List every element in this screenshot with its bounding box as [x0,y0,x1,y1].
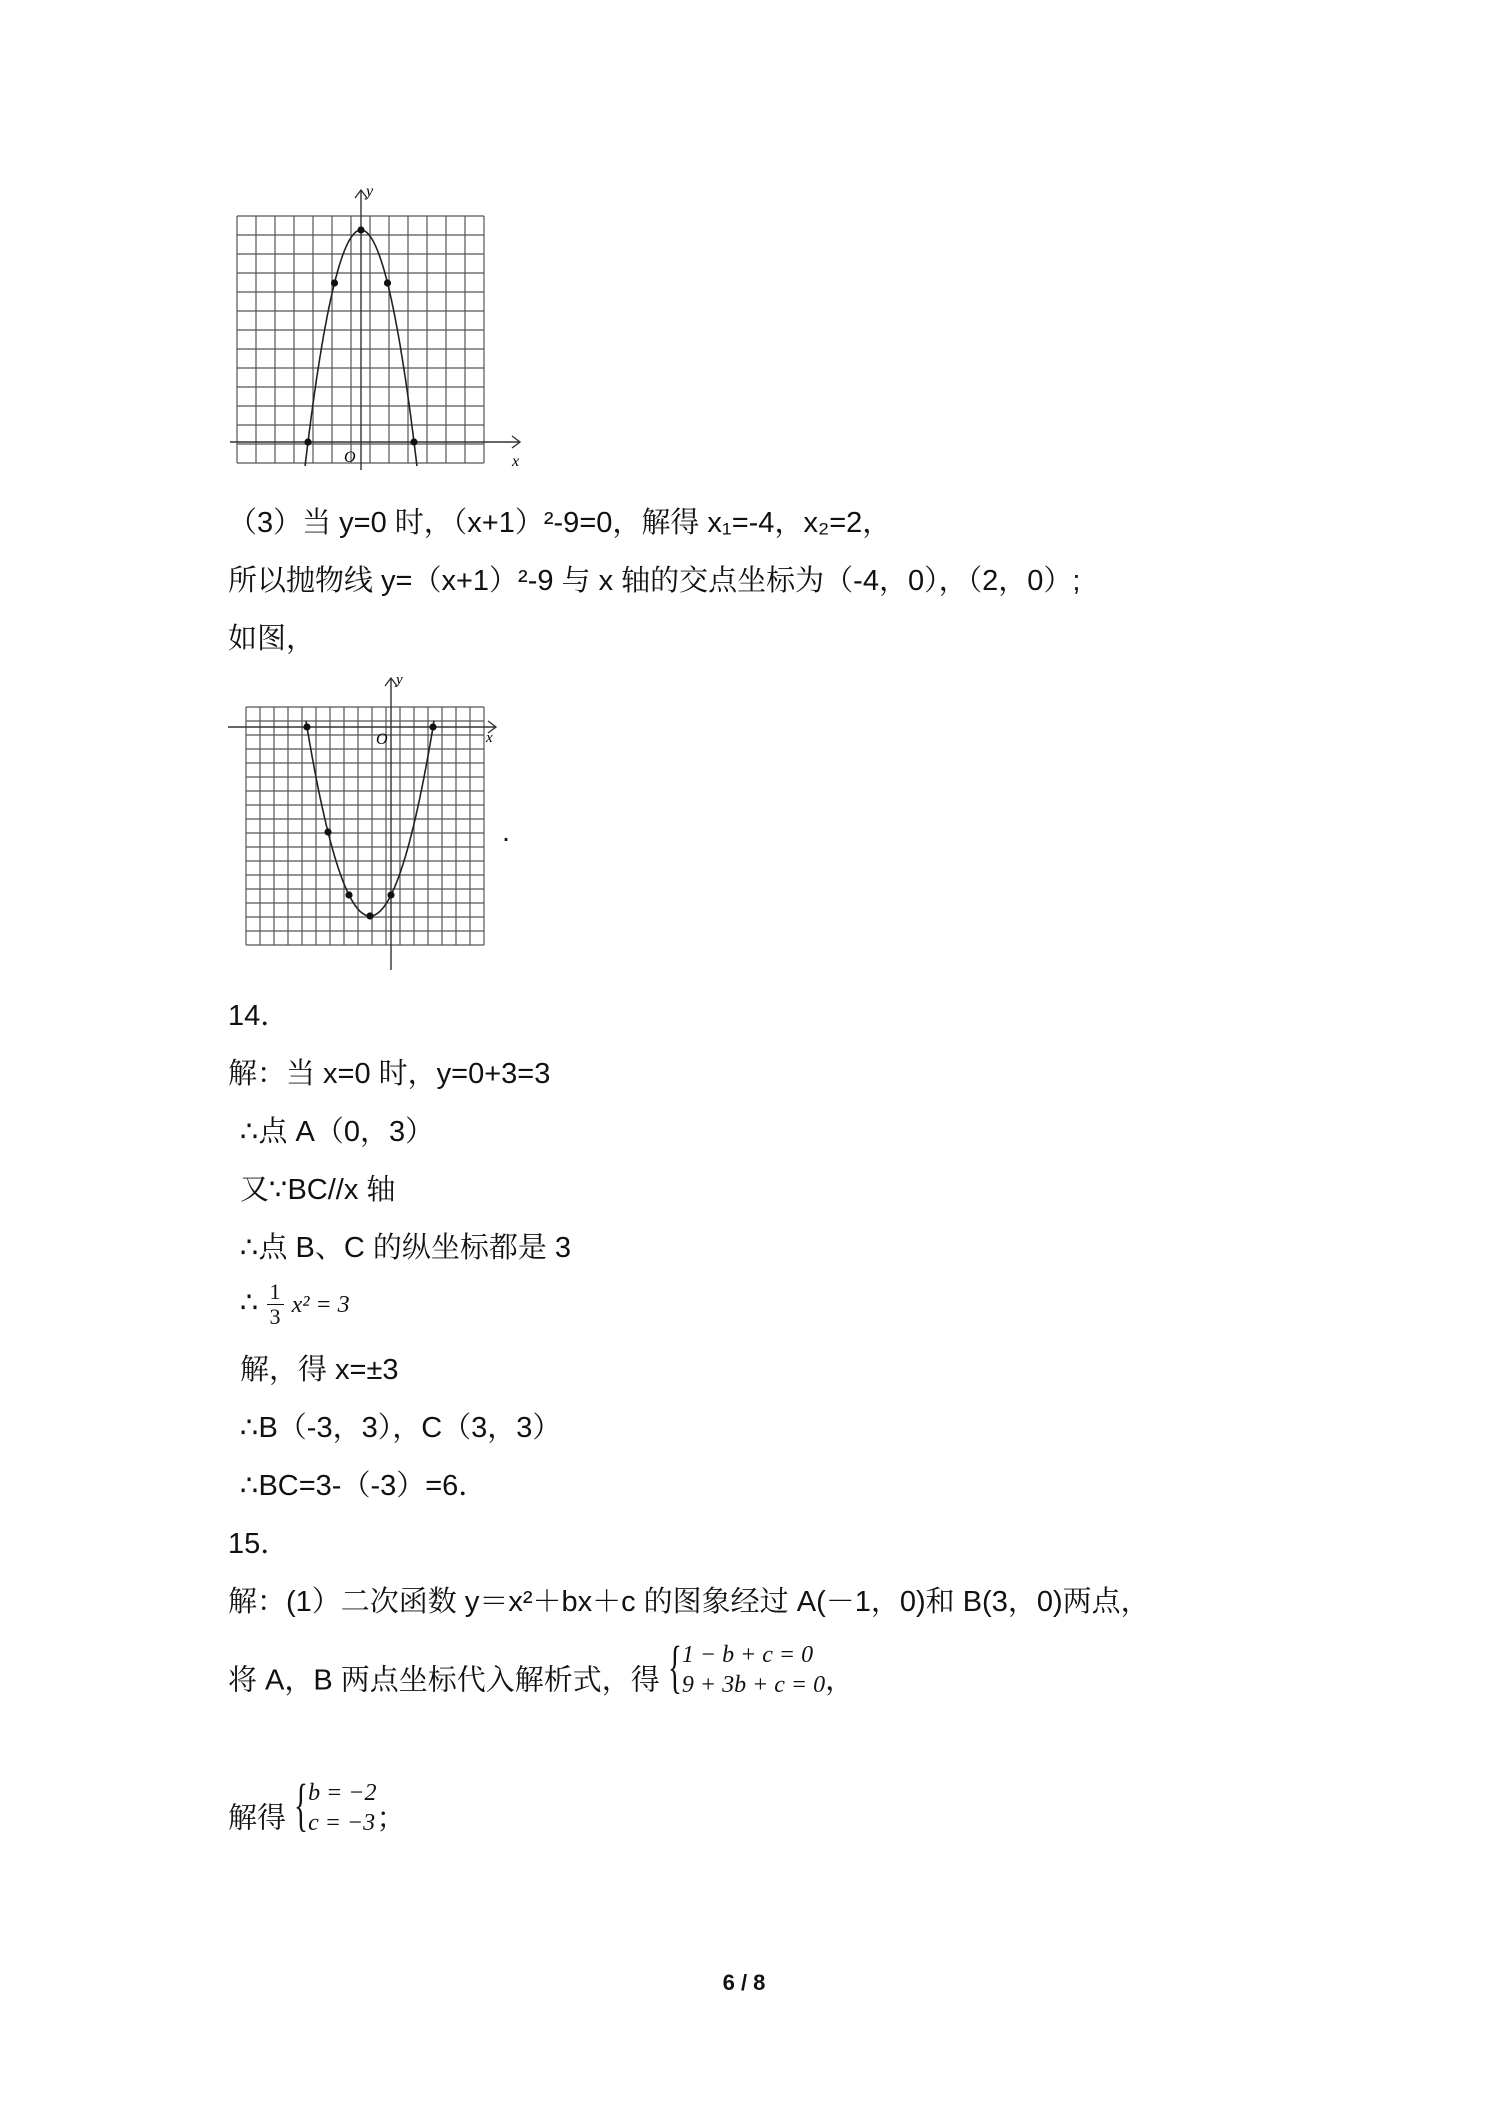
q14-line8: ∴BC=3-（-3）=6． [240,1470,488,1502]
graph1-y-label: y [366,183,374,200]
q14-fraction [267,1280,284,1329]
q15-line3-text: 解得 [228,1802,287,1835]
q15-sys2-eq1: b = −2 [308,1780,377,1806]
q14-line1: 解：当 x=0 时，y=0+3=3 [228,1058,551,1090]
q14-therefore: ∴ [240,1287,259,1320]
part3-line3: 如图， [228,623,316,655]
q14-frac-den: 3 [269,1304,281,1329]
graph1-x-label: x [512,453,520,470]
q15-line2-text: 将 A，B 两点坐标代入解析式，得 [228,1664,660,1697]
q15-system1: { 1 − b + c = 0 9 + 3b + c = 0 [667,1634,826,1699]
page-number: 6 / 8 [722,1970,766,1995]
part3-line2: 所以抛物线 y=（x+1）²-9 与 x 轴的交点坐标为（-4，0），（2，0）; [228,565,1081,597]
q14-line3: 又∵BC//x 轴 [240,1174,396,1206]
graph2-dot: . [502,816,511,848]
q14-line7: ∴B（-3，3），C（3，3） [240,1412,562,1444]
q15-sys2-eq2: c = −3 [308,1810,376,1836]
part3-line1: （3）当 y=0 时，（x+1）²-9=0，解得 x₁=-4，x₂=2， [228,507,892,539]
q15-sys1-eq2: 9 + 3b + c = 0 [681,1672,826,1698]
q15-line2 [228,1634,855,1712]
q14-line4: ∴点 B、C 的纵坐标都是 3 [240,1232,572,1264]
q14-line2: ∴点 A（0，3） [240,1116,435,1148]
q15-sys1-eq1: 1 − b + c = 0 [681,1642,814,1668]
graph-parabola-1 [220,180,540,470]
q15-line3-end: ； [376,1802,406,1835]
graph2-y-label: y [396,672,403,688]
graph-parabola-2 [228,672,511,974]
graph2-origin-label: O [376,731,388,748]
q14-line6: 解，得 x=±3 [240,1354,399,1386]
q14-frac-num: 1 [267,1280,284,1305]
graph1-origin-label: O [344,449,356,466]
q14-number: 14． [228,1000,290,1032]
q15-system2: { b = −2 c = −3 [294,1772,377,1837]
q14-eq: x² = 3 [291,1292,350,1319]
q15-number: 15． [228,1528,290,1560]
q15-line2-end: ， [825,1664,855,1697]
graph2-x-label: x [486,730,493,746]
q15-line1: 解：(1）二次函数 y＝x²＋bx＋c 的图象经过 A(－1，0)和 B(3，0)两点， [228,1586,1150,1618]
q15-line3 [228,1772,406,1850]
q14-line5 [240,1280,350,1329]
